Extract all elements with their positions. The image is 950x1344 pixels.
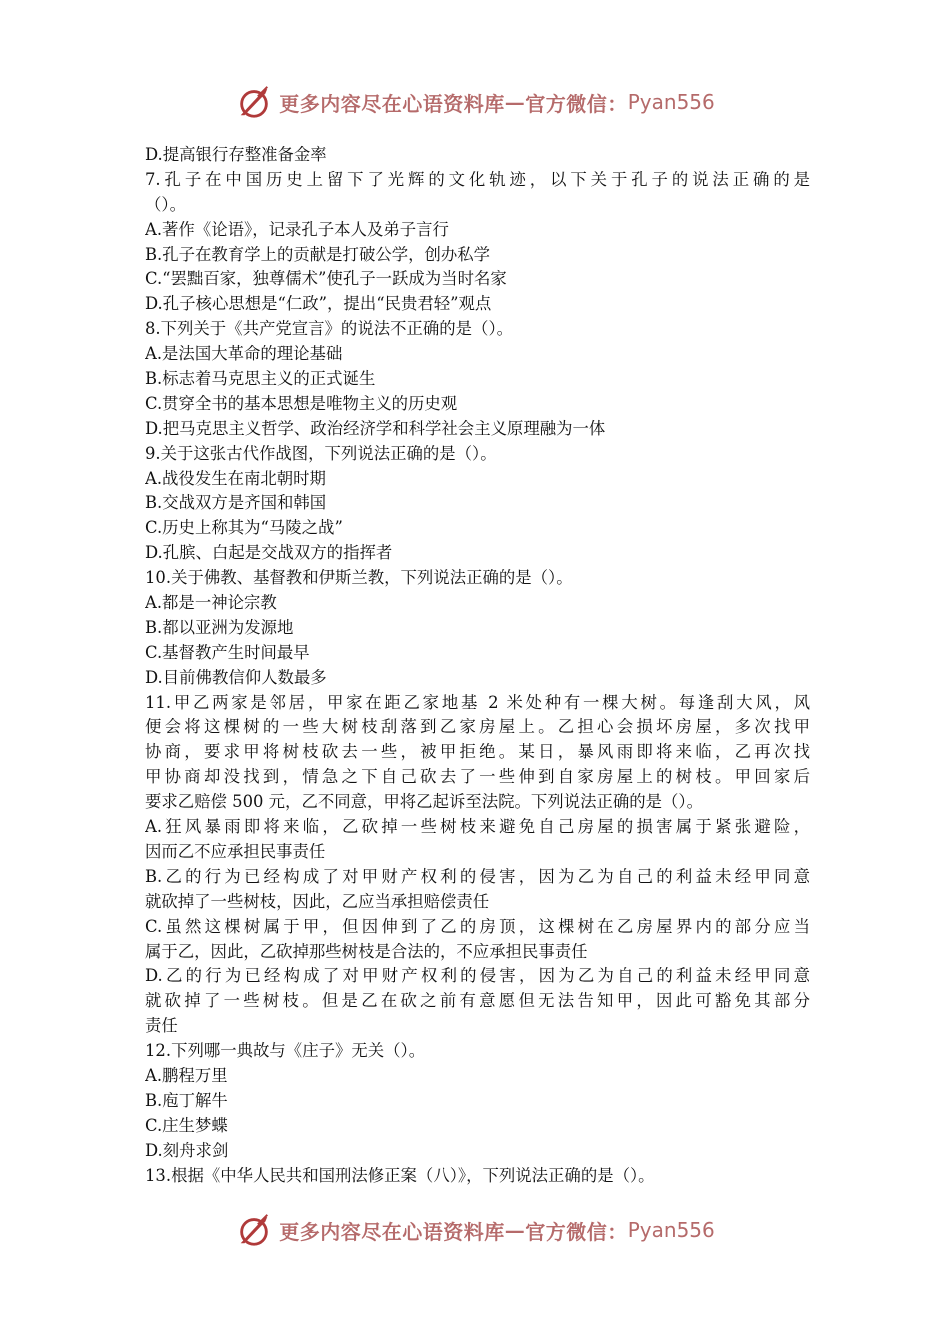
footer-dash: —: [504, 1218, 526, 1242]
text-line: （）。: [145, 194, 186, 214]
text-line: D.提高银行存整准备金率: [145, 145, 327, 164]
text-line: D.孔子核心思想是“仁政”，提出“民贵君轻”观点: [145, 294, 492, 314]
text-line: C.基督教产生时间最早: [145, 642, 310, 662]
text-line: B.庖丁解牛: [145, 1090, 228, 1110]
text-line: C.庄生梦蝶: [145, 1115, 228, 1135]
text-line: C.“罢黜百家，独尊儒术”使孔子一跃成为当时名家: [145, 269, 507, 289]
text-line: B.孔子在教育学上的贡献是打破公学，创办私学: [145, 244, 491, 264]
text-line: 要求乙赔偿 500 元，乙不同意，甲将乙起诉至法院。下列说法正确的是（）。: [145, 792, 704, 812]
text-line: B.都以亚洲为发源地: [145, 617, 294, 637]
text-line: 因而乙不应承担民事责任: [145, 841, 326, 861]
text-line: B.乙的行为已经构成了对甲财产权利的侵害，因为乙为自己的利益未经甲同意: [145, 866, 810, 886]
text-line: B.标志着马克思主义的正式诞生: [145, 369, 376, 389]
text-line: 协商，要求甲将树枝砍去一些，被甲拒绝。某日，暴风雨即将来临，乙再次找: [145, 742, 810, 762]
text-line: D.孔膑、白起是交战双方的指挥者: [145, 543, 393, 563]
text-line: A.战役发生在南北朝时期: [145, 468, 326, 488]
text-line: 责任: [145, 1016, 178, 1036]
header-dash: —: [504, 90, 526, 114]
text-line: A.是法国大革命的理论基础: [145, 344, 343, 364]
text-line: C.贯穿全书的基本思想是唯物主义的历史观: [145, 393, 458, 413]
header-label: 官方微信：: [525, 91, 628, 116]
text-line: 9.关于这张古代作战图，下列说法正确的是（）。: [145, 443, 497, 463]
text-line: 11.甲乙两家是邻居，甲家在距乙家地基 2 米处种有一棵大树。每逢刮大风，风: [145, 692, 810, 712]
footer-wechat-id: Pyan556: [627, 1218, 715, 1242]
text-line: 便会将这棵树的一些大树枝刮落到乙家房屋上。乙担心会损坏房屋，多次找甲: [145, 717, 810, 737]
text-line: 12.下列哪一典故与《庄子》无关（）。: [145, 1041, 426, 1061]
header-brand: 更多内容尽在心语资料库: [279, 91, 505, 116]
text-line: A.著作《论语》，记录孔子本人及弟子言行: [145, 219, 449, 239]
text-line: B.交战双方是齐国和韩国: [145, 493, 327, 513]
text-line: A.都是一神论宗教: [145, 593, 277, 613]
footer-banner: [0, 1208, 950, 1252]
text-line: 甲协商却没找到，情急之下自己砍去了一些伸到自家房屋上的树枝。甲回家后: [145, 767, 810, 787]
quill-pen-logo-icon: [235, 83, 273, 121]
text-line: C.历史上称其为“马陵之战”: [145, 518, 343, 538]
text-line: C.虽然这棵树属于甲，但因伸到了乙的房顶，这棵树在乙房屋界内的部分应当: [145, 916, 810, 936]
header-wechat-id: Pyan556: [627, 90, 715, 114]
text-line: D.刻舟求剑: [145, 1140, 229, 1160]
text-line: A.鹏程万里: [145, 1065, 228, 1085]
text-line: D.把马克思主义哲学、政治经济学和科学社会主义原理融为一体: [145, 418, 606, 438]
text-line: D.目前佛教信仰人数最多: [145, 667, 327, 687]
text-line: 就砍掉了一些树枝。但是乙在砍之前有意愿但无法告知甲，因此可豁免其部分: [145, 991, 810, 1011]
text-line: 10.关于佛教、基督教和伊斯兰教，下列说法正确的是（）。: [145, 568, 573, 588]
text-line: A.狂风暴雨即将来临，乙砍掉一些树枝来避免自己房屋的损害属于紧张避险，: [145, 817, 810, 837]
text-line: 7.孔子在中国历史上留下了光辉的文化轨迹，以下关于孔子的说法正确的是: [145, 169, 810, 189]
text-line: 8.下列关于《共产党宣言》的说法不正确的是（）。: [145, 319, 514, 339]
text-line: D.乙的行为已经构成了对甲财产权利的侵害，因为乙为自己的利益未经甲同意: [145, 966, 810, 986]
footer-label: 官方微信：: [525, 1219, 628, 1244]
footer-brand: 更多内容尽在心语资料库: [279, 1219, 505, 1244]
header-banner: [0, 80, 950, 124]
exam-question-text: [145, 143, 810, 1188]
text-line: 13.根据《中华人民共和国刑法修正案（八）》，下列说法正确的是（）。: [145, 1165, 655, 1185]
text-line: 就砍掉了一些树枝，因此，乙应当承担赔偿责任: [145, 891, 490, 911]
quill-pen-logo-icon: [235, 1211, 273, 1249]
text-line: 属于乙，因此，乙砍掉那些树枝是合法的，不应承担民事责任: [145, 941, 588, 961]
